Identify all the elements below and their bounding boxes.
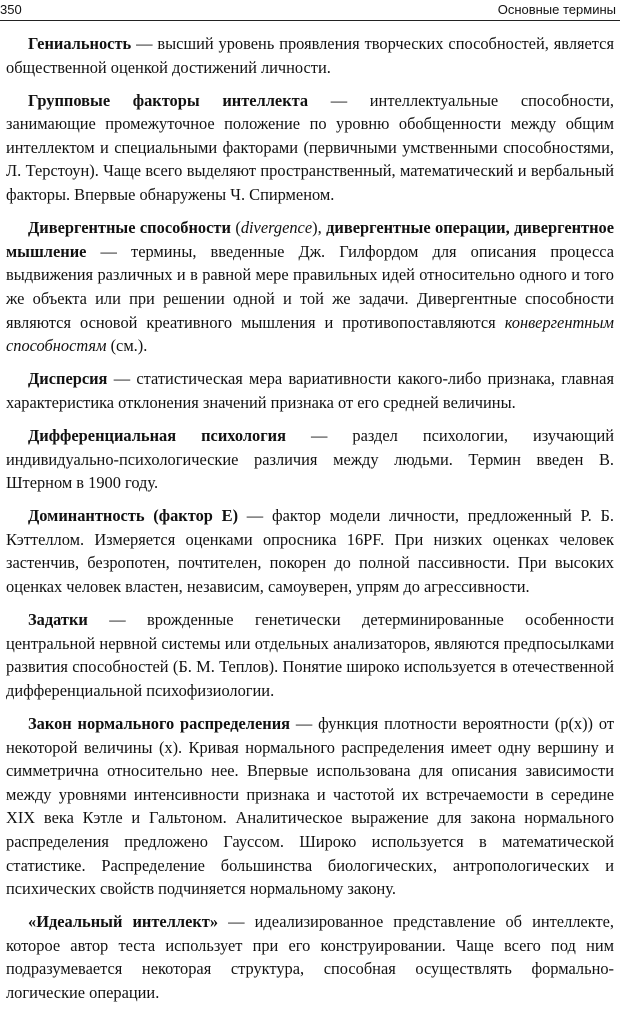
glossary-entry-divergent bbox=[6, 216, 614, 358]
entry-definition: — термины, введенные Дж. Гилфордом для описания процесса выдвижения различных и в равной мере правильных идей относительно одного и того же объекта или при решении одной и той же задачи. Дивергентные способности являются основой креативного мышления и противопоставляются bbox=[6, 241, 614, 332]
entry-definition: — статистическая мера вариативности какого-либо признака, главная характеристика отклонения значений признака от его средней величины. bbox=[6, 369, 614, 412]
entry-term: Групповые факторы интеллекта bbox=[28, 90, 309, 110]
entry-definition: — врожденные генетически детерминированные особенности центральной нервной системы или отдельных анализаторов, являются предпосылками развития способностей (Б. М. Теплов). Понятие широко используется в отечественной дифференциальной психофизиологии. bbox=[6, 610, 614, 700]
entry-term: «Идеальный интеллект» bbox=[28, 912, 219, 932]
glossary-entry-inclinations bbox=[6, 608, 614, 702]
entry-italic-term: divergence bbox=[240, 218, 313, 238]
entry-term: Дивергентные способности bbox=[28, 218, 231, 238]
entry-cross-reference: конвергентным способностям bbox=[6, 312, 614, 356]
glossary-entry-genius bbox=[6, 32, 614, 79]
entry-definition: — функция плотности вероятности (p(x)) от некоторой величины (x). Кривая нормального распределения имеет одну вершину и симметрична относительно нее. Впервые использована для описания зависимости между уровнями интенсивности признака и частотой их встречаемости в середине XIX века Кэтле и Гальтоном. Аналитическое выражение для закона нормального распределения предложено Гауссом. Широко используется в математической статистике. Распределение большинства биологических, антропологических и психических свойств подчиняется нормальному закону. bbox=[6, 713, 614, 899]
glossary-entry-differential-psychology bbox=[6, 424, 614, 495]
running-header bbox=[0, 0, 620, 21]
glossary-entry-group-factors bbox=[6, 89, 614, 207]
entry-definition: — интеллектуальные способности, занимающие промежуточное положение по уровню обобщенности между общим интеллектом и специальными факторами (первичными умственными способностями, Л. Терстоун). Чаще всего выделяют пространственный, математический и вербальный факторы. Впервые обнаружены Ч. Спирменом. bbox=[6, 90, 614, 205]
glossary-entry-dispersion bbox=[6, 367, 614, 414]
page-number: 350 bbox=[0, 2, 22, 17]
entry-term: Дифференциальная психология bbox=[28, 425, 286, 445]
entry-definition: — раздел психологии, изучающий индивидуально-психологические различия между людьми. Термин введен В. Штерном в 1900 году. bbox=[6, 425, 614, 493]
entry-text-part: ( bbox=[230, 218, 241, 238]
entry-term: Доминантность (фактор Е) bbox=[28, 506, 239, 526]
entry-term: Задатки bbox=[28, 610, 88, 630]
glossary-entry-ideal-intellect bbox=[6, 910, 614, 1004]
entry-definition: — идеализированное представление об интеллекте, которое автор теста использует при его конструировании. Чаще всего под ним подразумевается некоторая структура, способная осуществлять формально-логические операции. bbox=[6, 912, 614, 1002]
entry-text-part: (см.). bbox=[106, 336, 148, 356]
entry-text-part: ), bbox=[312, 218, 327, 238]
entry-term: Дисперсия bbox=[28, 369, 108, 389]
glossary-body bbox=[6, 32, 614, 1014]
entry-definition: — высший уровень проявления творческих способностей, является общественной оценкой достижений личности. bbox=[6, 34, 614, 77]
entry-definition: — фактор модели личности, предложенный Р. Б. Кэттеллом. Измеряется оценками опросника 16PF. При низких оценках человек застенчив, безропотен, почтителен, покорен до полной пассивности. При высоких оценках человек властен, независим, самоуверен, упрям до агрессивности. bbox=[6, 506, 614, 596]
entry-term: Закон нормального распределения bbox=[28, 713, 291, 733]
section-title: Основные термины bbox=[497, 2, 616, 17]
entry-term: Гениальность bbox=[28, 34, 132, 53]
glossary-entry-normal-distribution bbox=[6, 712, 614, 901]
glossary-entry-dominance bbox=[6, 504, 614, 598]
entry-term-secondary: дивергентные операции, дивергентное мышление bbox=[6, 218, 615, 261]
